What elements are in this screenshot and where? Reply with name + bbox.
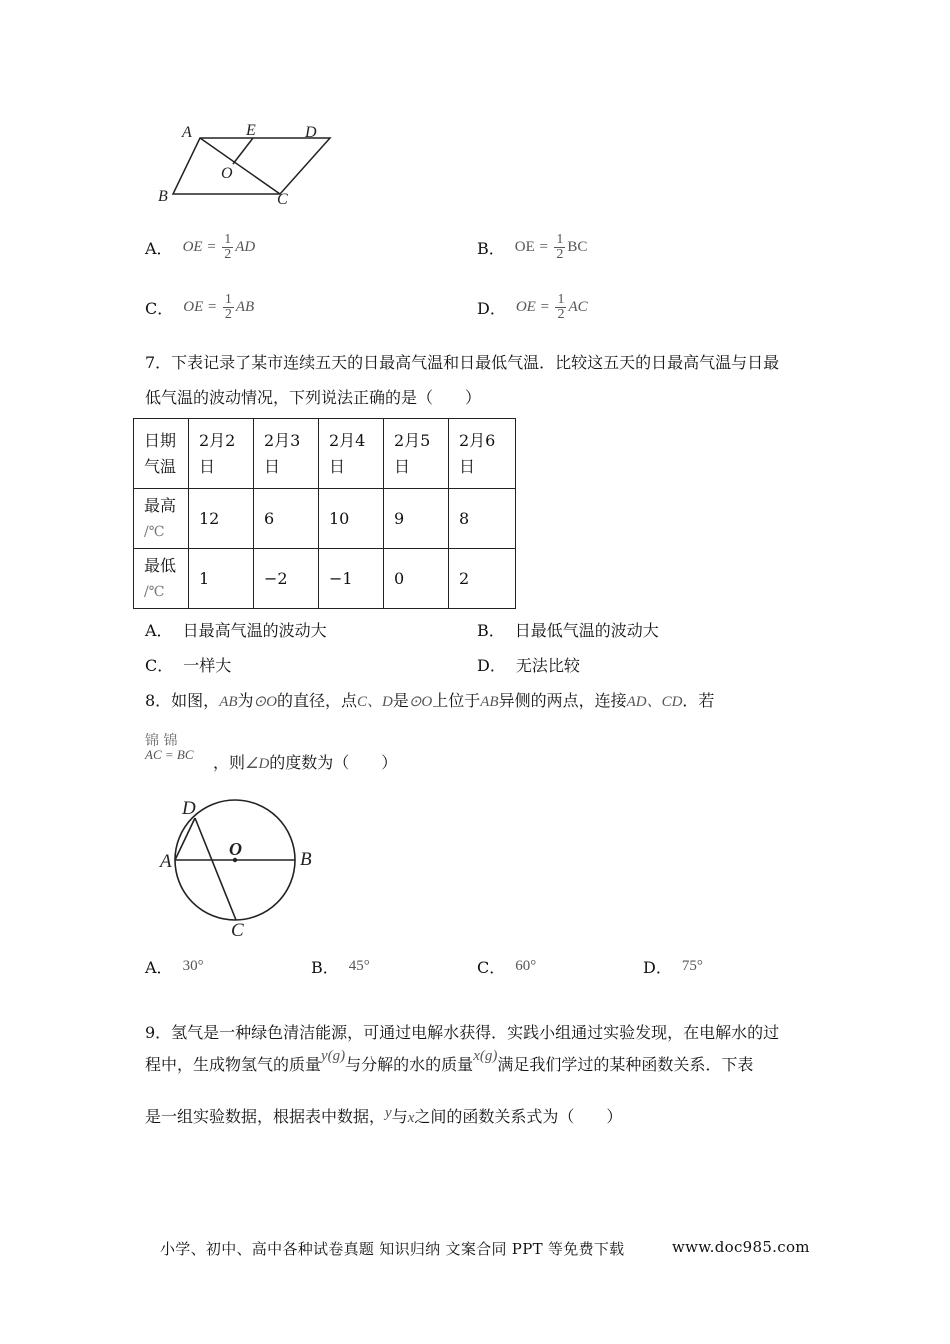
footer-text: 小学、初中、高中各种试卷真题 知识归纳 文案合同 PPT 等免费下载 [160,1240,625,1258]
option-rhs: AD [235,239,256,255]
option-label: C． [145,299,174,318]
label-b: B [158,188,168,205]
table-cell: 8 [449,489,516,549]
option-text: 一样大 [183,656,232,675]
fraction: $\frac{1}{2}$ [557,292,565,322]
row-header-high: 最高 /℃ [134,489,189,549]
date-cell: 2月4 日 [319,419,384,489]
circle-figure [155,795,330,940]
q6-option-c[interactable]: C． OE = $\frac{1}{2}$ AB [145,292,255,322]
q8-arc-notation: 锦 锦 AC = BC [145,733,194,762]
option-value: 45° [348,958,370,974]
option-value: 75° [681,958,703,974]
option-text: 日最低气温的波动大 [514,621,659,640]
q6-option-d[interactable]: D． OE = $\frac{1}{2}$ AC [477,292,588,322]
table-corner-cell: 日期 气温 [134,419,189,489]
date-cell: 2月2 日 [189,419,254,489]
option-lhs: OE [514,239,535,255]
q7-option-a[interactable] [145,618,327,641]
table-cell: −2 [254,549,319,609]
q7-option-b[interactable] [477,618,659,641]
option-label: B． [477,239,505,258]
label-d: D [182,798,196,819]
option-label: B． [477,621,505,640]
q8-option-c[interactable] [477,955,536,978]
q8-stem-line2: ，则∠D的度数为（ ） [213,753,398,772]
q9-stem-line3: 是一组实验数据，根据表中数据，y与x之间的函数关系式为（ ） [145,1105,623,1126]
table-cell: 0 [384,549,449,609]
label-a: A [182,124,192,141]
option-label: C． [477,958,506,977]
option-label: D． [477,656,506,675]
option-label: A． [145,239,173,258]
table-row [134,549,516,609]
q8-option-d[interactable] [643,955,703,978]
q7-stem-line1: 7．下表记录了某市连续五天的日最高气温和日最低气温．比较这五天的日最高气温与日最 [145,353,780,372]
parallelogram-figure [150,118,340,210]
q7-option-d[interactable] [477,653,580,676]
q9-stem-line1: 9．氢气是一种绿色清洁能源，可通过电解水获得．实践小组通过实验发现，在电解水的过 [145,1023,780,1042]
date-cell: 2月6 日 [449,419,516,489]
option-rhs: BC [567,239,588,255]
label-d: D [305,124,317,141]
table-cell: 2 [449,549,516,609]
option-text: 日最高气温的波动大 [182,621,327,640]
table-cell: −1 [319,549,384,609]
table-cell: 1 [189,549,254,609]
q8-option-b[interactable] [311,955,370,978]
label-o: O [221,165,233,182]
option-text: 无法比较 [515,656,580,675]
option-rhs: AC [568,299,588,315]
q7-stem-line2: 低气温的波动情况，下列说法正确的是（ ） [145,388,482,407]
temperature-table [133,418,516,609]
option-value: 30° [182,958,204,974]
footer-url[interactable]: www.doc985.com [672,1238,810,1256]
option-label: D． [643,958,672,977]
q9-stem-line2: 程中，生成物氢气的质量y(g)与分解的水的质量x(g)满足我们学过的某种函数关系．下表 [145,1048,754,1074]
option-label: D． [477,299,506,318]
label-c: C [231,920,244,940]
parallelogram-outline [173,138,330,194]
fraction: $\frac{1}{2}$ [224,292,232,322]
diagonal-ac [200,138,280,194]
table-row [134,419,516,489]
q8-option-a[interactable] [145,955,204,978]
chord-dc [195,818,236,920]
table-row [134,489,516,549]
table-cell: 12 [189,489,254,549]
option-lhs: OE [515,299,536,315]
label-b: B [300,849,312,870]
option-label: A． [145,621,173,640]
option-lhs: OE [182,239,203,255]
table-cell: 9 [384,489,449,549]
table-cell: 6 [254,489,319,549]
row-header-low: 最低 /℃ [134,549,189,609]
q6-option-a[interactable]: A． OE = $\frac{1}{2}$ AD [145,232,256,262]
label-c: C [277,191,288,208]
option-lhs: OE [183,299,204,315]
option-label: A． [145,958,173,977]
q8-stem-line1: 8．如图，AB为⊙O的直径，点C、D是⊙O上位于AB异侧的两点，连接AD、CD．若 [145,691,715,710]
q6-option-b[interactable]: B． OE = $\frac{1}{2}$ BC [477,232,588,262]
date-cell: 2月3 日 [254,419,319,489]
label-o: O [229,839,242,859]
option-label: B． [311,958,339,977]
fraction: $\frac{1}{2}$ [556,232,564,262]
date-cell: 2月5 日 [384,419,449,489]
option-rhs: AB [235,299,255,315]
q7-option-c[interactable] [145,653,231,676]
table-cell: 10 [319,489,384,549]
label-e: E [246,122,256,139]
option-label: C． [145,656,174,675]
option-value: 60° [515,958,537,974]
fraction: $\frac{1}{2}$ [224,232,232,262]
segment-eo [233,138,253,164]
label-a: A [160,851,172,872]
